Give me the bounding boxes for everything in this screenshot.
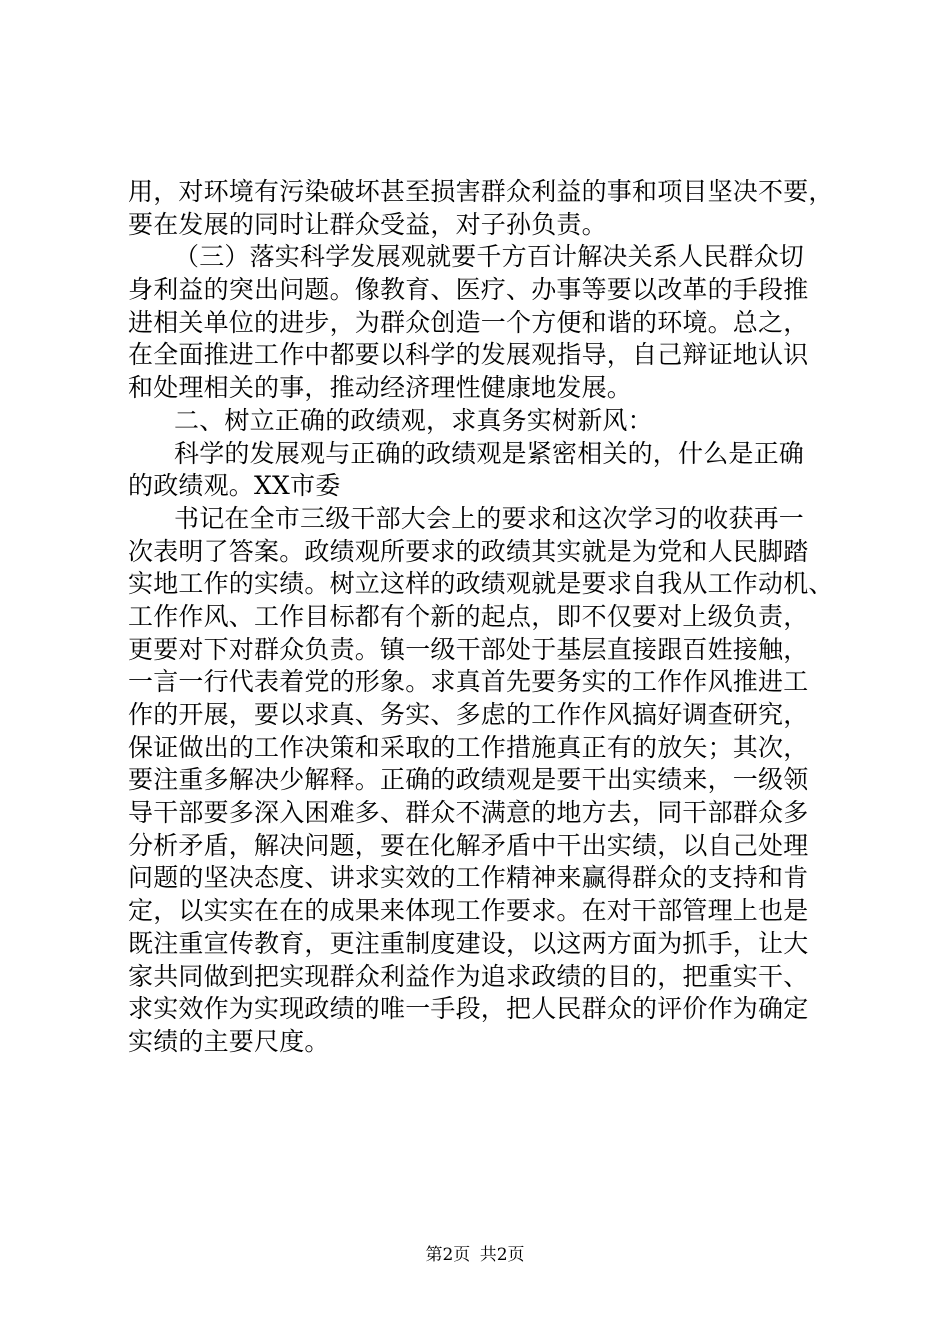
text-line: 用，对环境有污染破坏甚至损害群众利益的事和项目坚决不要， xyxy=(128,177,834,206)
text-line: 次表明了答案。政绩观所要求的政绩其实就是为党和人民脚踏 xyxy=(128,536,809,566)
text-line: 科学的发展观与正确的政绩观是紧密相关的，什么是正确 xyxy=(174,438,805,468)
page-total: 共2页 xyxy=(479,1245,525,1265)
text-line: 在全面推进工作中都要以科学的发展观指导，自己辩证地认识 xyxy=(128,340,809,370)
text-line: 求实效作为实现政绩的唯一手段，把人民群众的评价作为确定 xyxy=(128,994,809,1024)
text-line: 书记在全市三级干部大会上的要求和这次学习的收获再一 xyxy=(174,503,805,533)
text-line: 一言一行代表着党的形象。求真首先要务实的工作作风推进工 xyxy=(128,667,809,697)
text-line: 的政绩观。XX市委 xyxy=(128,471,341,501)
text-line: 分析矛盾，解决问题，要在化解矛盾中干出实绩，以自己处理 xyxy=(128,830,809,860)
text-line: 问题的坚决态度、讲求实效的工作精神来赢得群众的支持和肯 xyxy=(128,863,809,893)
page-footer xyxy=(0,1244,950,1266)
text-line: 更要对下对群众负责。镇一级干部处于基层直接跟百姓接触， xyxy=(128,634,809,664)
text-line: 导干部要多深入困难多、群众不满意的地方去，同干部群众多 xyxy=(128,798,809,828)
text-line: 实绩的主要尺度。 xyxy=(128,1026,330,1056)
text-line: 要注重多解决少解释。正确的政绩观是要干出实绩来，一级领 xyxy=(128,765,809,795)
text-line: （三）落实科学发展观就要千方百计解决关系人民群众切 xyxy=(174,242,805,272)
document-body xyxy=(128,176,834,1059)
page-number: 第2页 xyxy=(425,1245,471,1265)
text-line: 既注重宣传教育，更注重制度建设，以这两方面为抓手，让大 xyxy=(128,928,809,958)
text-line: 保证做出的工作决策和采取的工作措施真正有的放矢；其次， xyxy=(128,732,809,762)
text-line: 工作作风、工作目标都有个新的起点，即不仅要对上级负责， xyxy=(128,601,809,631)
text-line: 家共同做到把实现群众利益作为追求政绩的目的，把重实干、 xyxy=(128,961,809,991)
text-line: 进相关单位的进步，为群众创造一个方便和谐的环境。总之， xyxy=(128,307,809,337)
text-line: 二、树立正确的政绩观，求真务实树新风： xyxy=(174,405,653,435)
text-line: 要在发展的同时让群众受益，对子孙负责。 xyxy=(128,209,607,239)
text-line: 定，以实实在在的成果来体现工作要求。在对干部管理上也是 xyxy=(128,896,809,926)
text-line: 实地工作的实绩。树立这样的政绩观就是要求自我从工作动机、 xyxy=(128,569,834,599)
text-line: 和处理相关的事，推动经济理性健康地发展。 xyxy=(128,373,633,403)
text-line: 作的开展，要以求真、务实、多虑的工作作风搞好调查研究， xyxy=(128,700,809,729)
text-line: 身利益的突出问题。像教育、医疗、办事等要以改革的手段推 xyxy=(128,275,809,305)
